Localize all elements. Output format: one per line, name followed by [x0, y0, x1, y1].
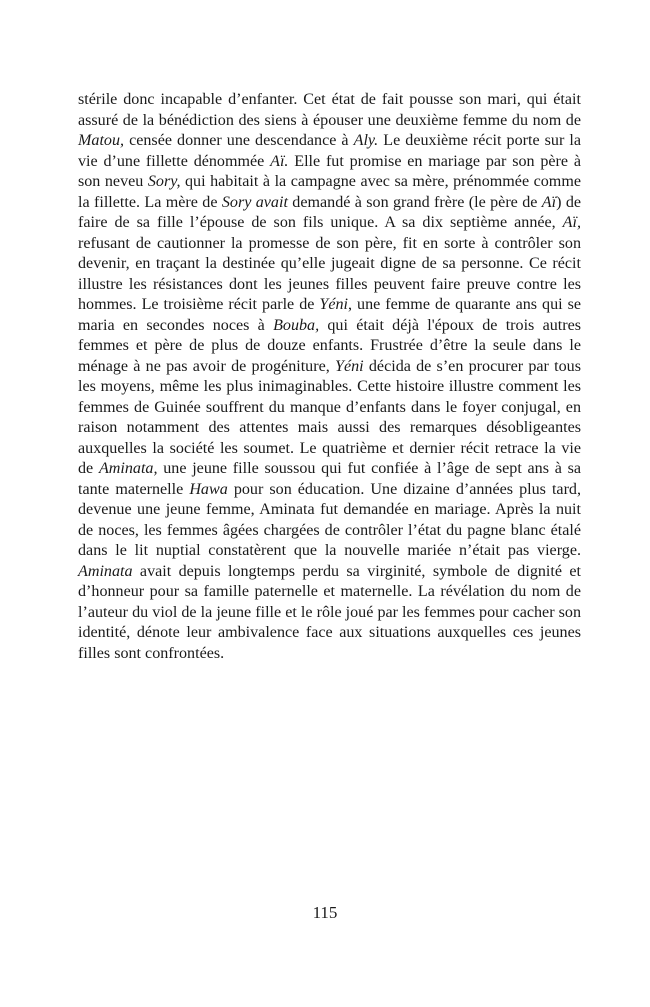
text-run: qui habitait à la campagne avec sa mère, prénommée comme la fillette. La mère de	[78, 173, 581, 211]
italic-name: Aminata,	[98, 460, 158, 477]
text-run: refusant de cautionner la promesse de son père, fit en sorte à contrôler son devenir, en traçant la destinée qu’elle jugeait digne de sa personne. Ce récit illustre les résistances dont les jeunes filles peuvent faire preuve contre les hommes. Le troisième récit parle de	[78, 234, 581, 313]
italic-name: Sory,	[147, 173, 181, 190]
italic-name: Hawa	[189, 480, 228, 498]
text-run: ) de faire de sa fille l’épouse de son fils unique. A sa dix septième année,	[78, 193, 582, 231]
text-run: pour son éducation. Une dizaine d’années plus tard, devenue une jeune femme, Aminata fut demandée en mariage. Après la nuit de noces, les femmes âgées chargées de contrôler l’état du pagne blanc étalé dans le lit nuptial constatèrent que la nouvelle mariée n’était pas vierge.	[78, 480, 581, 559]
paragraph	[78, 90, 581, 664]
text-run: Le deuxième récit porte sur la vie d’une fillette dénommée	[78, 132, 581, 170]
text-run: censée donner une descendance à	[124, 132, 354, 149]
text-run: Elle fut promise en mariage par son père à son neveu	[78, 152, 581, 190]
text-run: décida de s’en procurer par tous les moyens, même les plus inimaginables. Cette histoire illustre comment les femmes de Guinée souffrent du manque d’enfants dans le foyer conjugal, en raison notamment des attentes mais aussi des remarques désobligeantes auxquelles la société les soumet. Le quatrième et dernier récit retrace la vie de	[78, 357, 581, 477]
text-run: avait depuis longtemps perdu sa virginité, symbole de dignité et d’honneur pour sa famille paternelle et maternelle. La révélation du nom de l’auteur du viol de la jeune fille et le rôle joué par les femmes pour cacher son identité, dénote leur ambivalence face aux situations auxquelles ces jeunes filles sont confrontées.	[78, 562, 581, 662]
italic-name: Bouba,	[273, 316, 320, 334]
text-run: une jeune fille soussou qui fut confiée à l’âge de sept ans à sa tante maternelle	[78, 460, 582, 498]
text-run: qui était déjà l'époux de trois autres femmes et père de plus de douze enfants. Frustrée d’être la seule dans le ménage à ne pas avoir de progéniture,	[78, 316, 581, 375]
page-number: 115	[312, 903, 338, 922]
italic-name: Yéni	[335, 357, 364, 375]
italic-name: Aï	[541, 193, 557, 211]
italic-name: Sory avait	[221, 193, 288, 211]
text-run: stérile donc incapable d’enfanter. Cet état de fait pousse son mari, qui était assuré de la bénédiction des siens à épouser une deuxième femme du nom de	[78, 91, 581, 129]
text-run: , une femme de quarante ans qui se maria en secondes noces à	[78, 296, 581, 334]
italic-name: Matou,	[78, 132, 125, 149]
italic-name: Yéni	[319, 296, 349, 313]
body-text	[78, 90, 581, 664]
italic-name: Aï.	[270, 152, 289, 170]
italic-name: Aly.	[353, 132, 379, 149]
italic-name: Aï,	[562, 214, 581, 231]
text-run: demandé à son grand frère (le père de	[287, 193, 542, 211]
italic-name: Aminata	[78, 562, 133, 580]
